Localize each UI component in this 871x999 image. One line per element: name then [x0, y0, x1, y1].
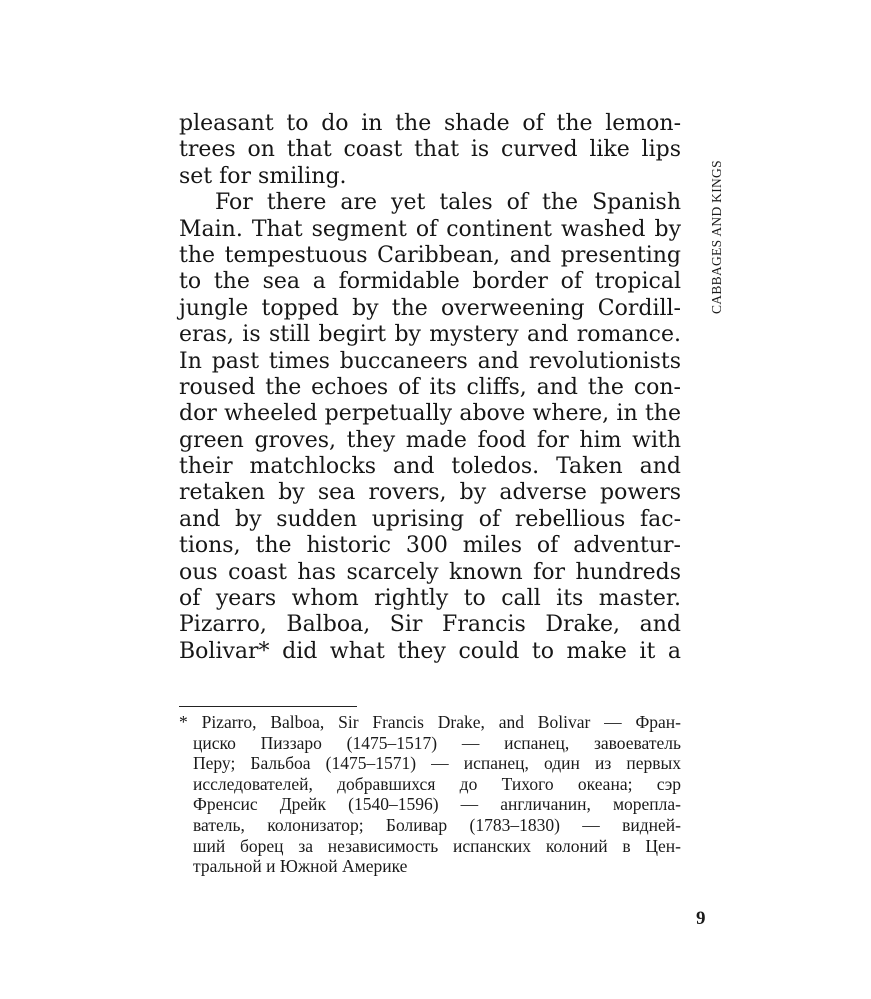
body-line: of years whom rightly to call its master.: [179, 586, 681, 612]
body-line: green groves, they made food for him with: [179, 427, 681, 453]
body-line: eras, is still begirt by mystery and romance.: [179, 322, 681, 348]
body-line: ous coast has scarcely known for hundreds: [179, 559, 681, 585]
body-line: their matchlocks and toledos. Taken and: [179, 454, 681, 480]
body-line: In past times buccaneers and revolutionists: [179, 348, 681, 374]
footnote: [179, 712, 681, 877]
body-line: pleasant to do in the shade of the lemon-: [179, 111, 681, 136]
footnote-line: * Pizarro, Balboa, Sir Francis Drake, and Bolivar — Фран-: [179, 712, 681, 732]
body-line: to the sea a formidable border of tropical: [179, 269, 681, 295]
body-text: [179, 111, 681, 665]
footnote-line: ший борец за независимость испанских колоний в Цен-: [193, 835, 681, 856]
running-head: [702, 114, 726, 314]
running-head-text: CABBAGES AND KINGS: [709, 160, 724, 314]
footnote-line: ватель, колонизатор; Боливар (1783–1830) — видней-: [193, 814, 681, 835]
footnote-line: Френсис Дрейк (1540–1596) — англичанин, морепла-: [193, 794, 681, 815]
footnote-line: исследователей, добравшихся до Тихого океана; сэр: [193, 773, 681, 794]
page-number: 9: [696, 908, 706, 929]
footnote-line: циско Пиззаро (1475–1517) — испанец, завоеватель: [193, 732, 681, 753]
body-line: trees on that coast that is curved like lips: [179, 137, 681, 163]
footnote-divider: [179, 706, 357, 707]
footnote-line: Перу; Бальбоа (1475–1571) — испанец, один из первых: [193, 753, 681, 774]
body-line: dor wheeled perpetually above where, in the: [179, 401, 681, 427]
footnote-line: тральной и Южной Америке: [193, 856, 408, 877]
body-line: retaken by sea rovers, by adverse powers: [179, 480, 681, 506]
body-line: roused the echoes of its cliffs, and the con-: [179, 374, 681, 400]
body-line: For there are yet tales of the Spanish: [215, 190, 681, 216]
body-line: and by sudden uprising of rebellious fac-: [179, 506, 681, 532]
body-line: the tempestuous Caribbean, and presenting: [179, 242, 681, 268]
body-line: set for smiling.: [179, 163, 347, 189]
body-line: tions, the historic 300 miles of adventur-: [179, 533, 681, 559]
body-line: Pizarro, Balboa, Sir Francis Drake, and: [179, 612, 681, 638]
body-line: Bolivar* did what they could to make it a: [179, 638, 681, 664]
body-line: jungle topped by the overweening Cordill-: [179, 295, 681, 321]
body-line: Main. That segment of continent washed by: [179, 216, 681, 242]
